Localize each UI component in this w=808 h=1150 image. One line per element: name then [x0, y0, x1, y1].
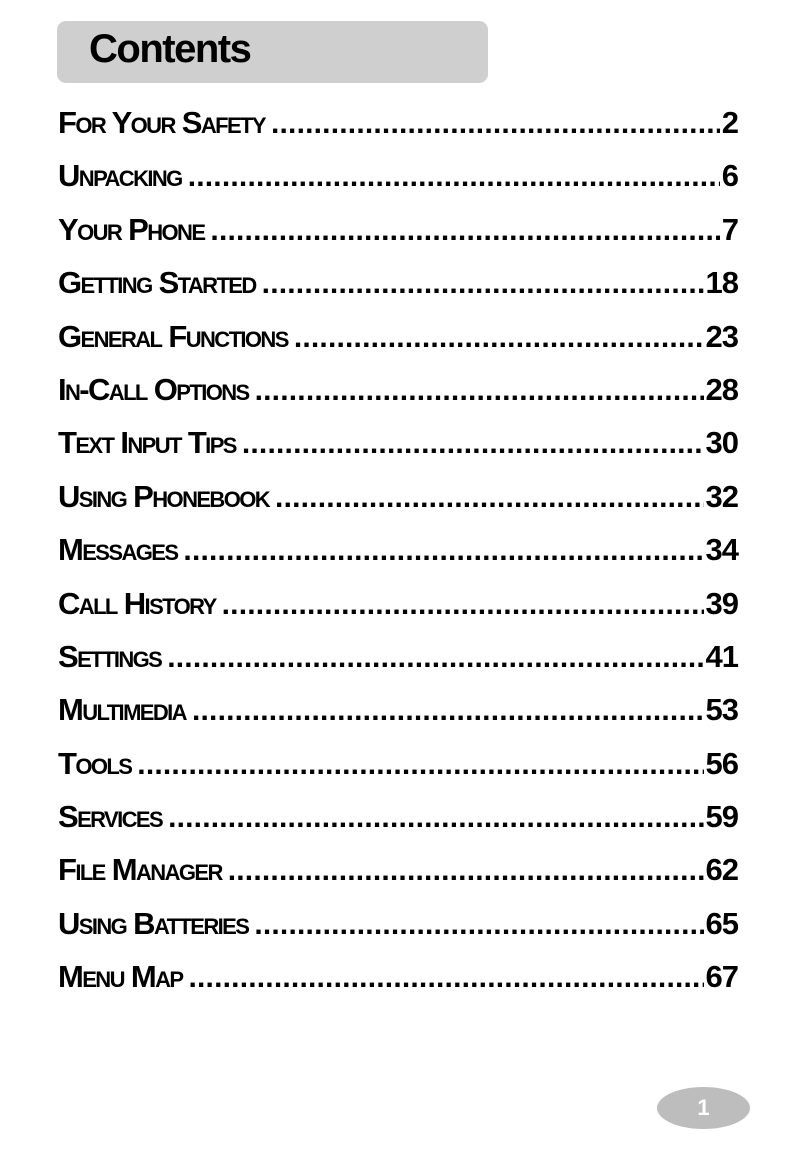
toc-entry-title: Your Phone: [58, 211, 205, 247]
toc-entry-page: 18: [705, 265, 738, 301]
toc-entry[interactable]: [58, 363, 738, 416]
toc-entry-title: Settings: [58, 638, 162, 674]
toc-entry[interactable]: [58, 96, 738, 149]
toc-dot-leader: [262, 269, 704, 299]
toc-entry-page: 67: [705, 959, 738, 995]
toc-entry[interactable]: [58, 843, 738, 896]
toc-dot-leader: [137, 750, 703, 780]
toc-entry[interactable]: [58, 790, 738, 843]
toc-entry-title: Services: [58, 799, 163, 835]
toc-entry-page: 56: [705, 745, 738, 781]
toc-entry-page: 53: [705, 692, 738, 728]
toc-dot-leader: [167, 643, 703, 673]
toc-entry-page: 7: [721, 211, 738, 247]
toc-entry[interactable]: [58, 149, 738, 202]
toc-entry-title: Tools: [58, 745, 132, 781]
toc-entry-title: Using Batteries: [58, 905, 249, 941]
toc-entry-title: In-Call Options: [58, 371, 249, 407]
toc-entry[interactable]: [58, 737, 738, 790]
toc-dot-leader: [254, 910, 703, 940]
toc-dot-leader: [188, 162, 720, 192]
toc-entry-page: 34: [705, 532, 738, 568]
toc-dot-leader: [294, 323, 704, 353]
toc-entry-title: File Manager: [58, 852, 222, 888]
toc-entry[interactable]: [58, 683, 738, 736]
toc-dot-leader: [275, 483, 703, 513]
toc-entry-title: Call History: [58, 585, 216, 621]
toc-entry-title: Multimedia: [58, 692, 186, 728]
toc-entry-title: Using Phonebook: [58, 478, 270, 514]
toc-entry-page: 41: [705, 638, 738, 674]
toc-entry[interactable]: [58, 470, 738, 523]
toc-entry-title: Unpacking: [58, 158, 182, 194]
toc-entry[interactable]: [58, 577, 738, 630]
toc-entry[interactable]: [58, 897, 738, 950]
toc-entry[interactable]: [58, 523, 738, 576]
page-title: Contents: [89, 27, 251, 71]
toc-dot-leader: [192, 696, 704, 726]
toc-entry[interactable]: [58, 256, 738, 309]
toc-entry-page: 30: [705, 425, 738, 461]
toc-entry-page: 65: [705, 905, 738, 941]
toc-dot-leader: [210, 216, 719, 246]
toc-entry-page: 32: [705, 478, 738, 514]
toc-entry-title: Getting Started: [58, 265, 256, 301]
table-of-contents: [58, 96, 738, 1004]
toc-entry-title: Menu Map: [58, 959, 183, 995]
toc-entry-title: Text Input Tips: [58, 425, 236, 461]
toc-dot-leader: [222, 590, 704, 620]
toc-entry[interactable]: [58, 416, 738, 469]
toc-entry-title: For Your Safety: [58, 105, 265, 140]
page-number-badge: [657, 1087, 750, 1129]
toc-entry[interactable]: [58, 310, 738, 363]
page-number: 1: [697, 1095, 710, 1120]
toc-entry[interactable]: [58, 950, 738, 1003]
toc-entry-page: 28: [705, 371, 738, 407]
toc-entry-title: Messages: [58, 532, 178, 568]
toc-entry-page: 39: [705, 585, 738, 621]
toc-dot-leader: [228, 856, 704, 886]
toc-dot-leader: [255, 376, 704, 406]
toc-entry-page: 23: [705, 318, 738, 354]
toc-entry-page: 59: [705, 799, 738, 835]
toc-dot-leader: [168, 803, 703, 833]
toc-entry-title: General Functions: [58, 318, 288, 354]
contents-header: [57, 21, 488, 83]
toc-dot-leader: [188, 963, 703, 993]
toc-dot-leader: [271, 109, 720, 139]
toc-dot-leader: [242, 429, 704, 459]
toc-entry-page: 6: [721, 158, 738, 194]
toc-entry-page: 62: [705, 852, 738, 888]
toc-entry-page: 2: [721, 105, 738, 140]
toc-entry[interactable]: [58, 630, 738, 683]
toc-dot-leader: [183, 536, 703, 566]
toc-entry[interactable]: [58, 203, 738, 256]
